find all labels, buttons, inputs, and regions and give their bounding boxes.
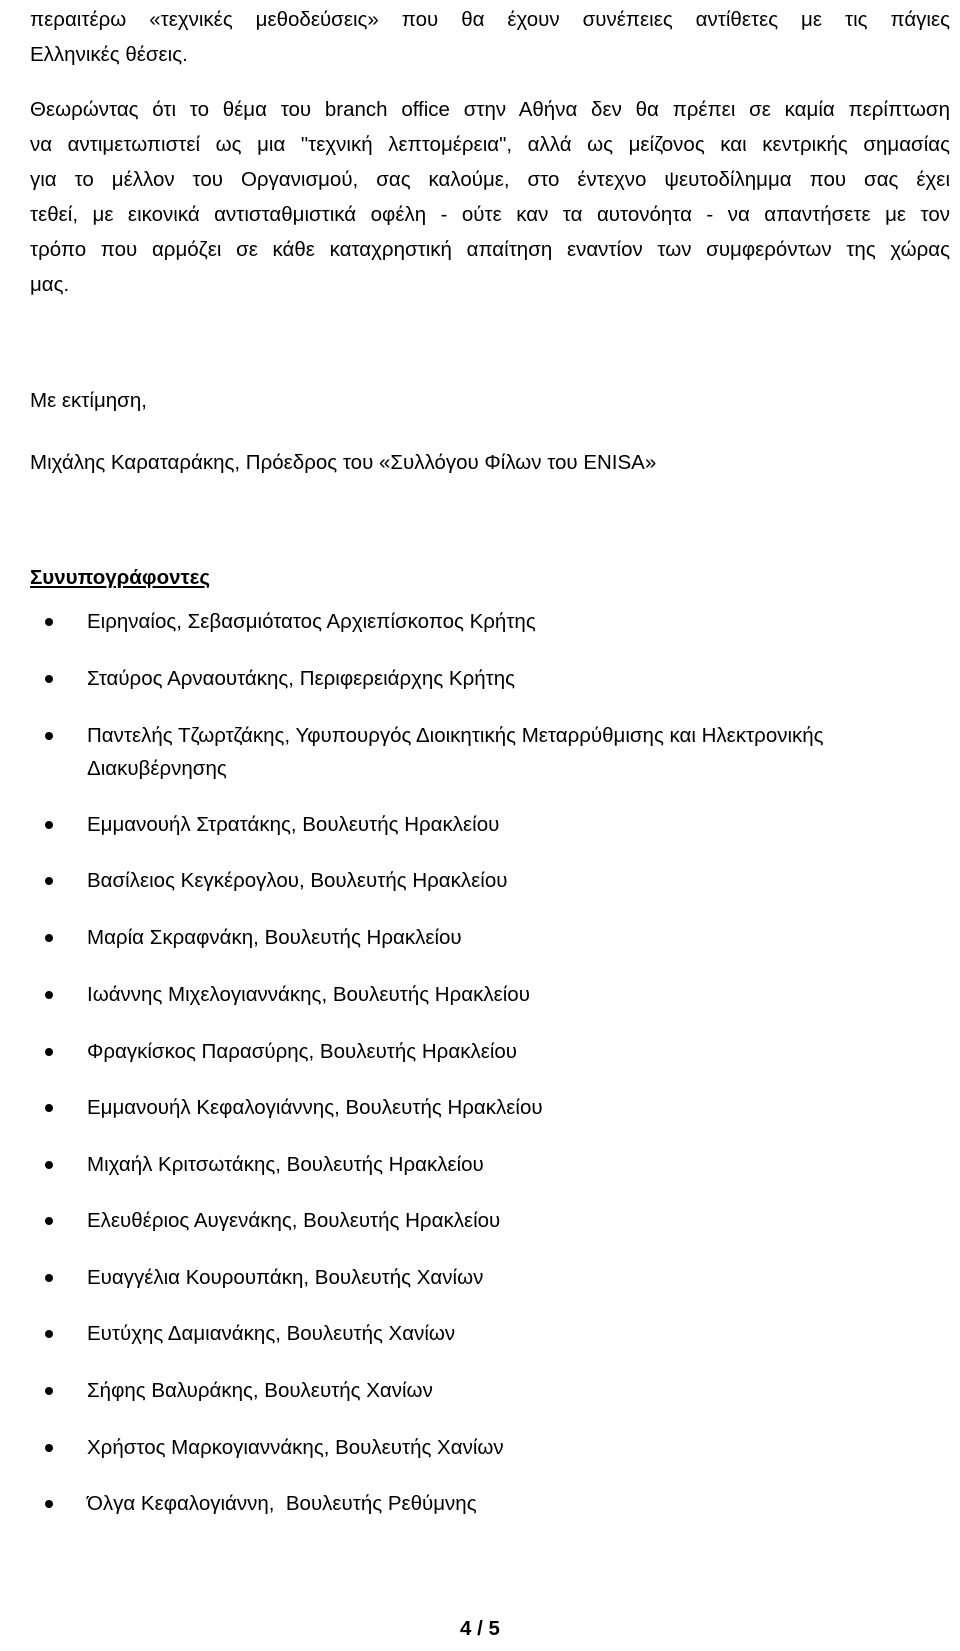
- cosigner-text: Χρήστος Μαρκογιαννάκης, Βουλευτής Χανίων: [87, 1436, 504, 1459]
- body-line: τρόπο που αρμόζει σε κάθε καταχρηστική απαίτηση εναντίον των συμφερόντων της χώρας: [30, 238, 950, 261]
- cosigner-text: Σήφης Βαλυράκης, Βουλευτής Χανίων: [87, 1379, 433, 1402]
- closing-greeting: Με εκτίμηση,: [30, 389, 147, 412]
- cosigner-text: Μιχαήλ Κριτσωτάκης, Βουλευτής Ηρακλείου: [87, 1153, 484, 1176]
- cosigner-item: [87, 978, 937, 1011]
- cosigner-item: [87, 662, 937, 695]
- bullet-icon: [45, 1444, 53, 1452]
- cosigner-item: [87, 1487, 937, 1520]
- body-line: για το μέλλον του Οργανισμού, σας καλούμε, στο έντεχνο ψευτοδίλημμα που σας έχει: [30, 168, 950, 191]
- cosigner-text: Εμμανουήλ Στρατάκης, Βουλευτής Ηρακλείου: [87, 813, 500, 836]
- cosigner-text: Μαρία Σκραφνάκη, Βουλευτής Ηρακλείου: [87, 926, 462, 949]
- intro-line: περαιτέρω «τεχνικές μεθοδεύσεις» που θα έχουν συνέπειες αντίθετες με τις πάγιες: [30, 8, 950, 31]
- intro-line: Ελληνικές θέσεις.: [30, 43, 188, 66]
- bullet-icon: [45, 1330, 53, 1338]
- cosigner-text: Βασίλειος Κεγκέρογλου, Βουλευτής Ηρακλείου: [87, 869, 508, 892]
- bullet-icon: [45, 1387, 53, 1395]
- body-line: Θεωρώντας ότι το θέμα του branch office στην Αθήνα δεν θα πρέπει σε καμία περίπτωση: [30, 98, 950, 121]
- cosigner-text: Εμμανουήλ Κεφαλογιάννης, Βουλευτής Ηρακλείου: [87, 1096, 543, 1119]
- cosigner-item: [87, 1261, 937, 1294]
- cosigner-item: [87, 1091, 937, 1124]
- cosigner-text: Παντελής Τζωρτζάκης, Υφυπουργός Διοικητικής Μεταρρύθμισης και Ηλεκτρονικής: [87, 724, 824, 747]
- cosigner-text: Ευαγγέλια Κουρουπάκη, Βουλευτής Χανίων: [87, 1266, 484, 1289]
- bullet-icon: [45, 821, 53, 829]
- cosigner-text: Φραγκίσκος Παρασύρης, Βουλευτής Ηρακλείου: [87, 1040, 517, 1063]
- bullet-icon: [45, 1217, 53, 1225]
- cosigner-item: [87, 605, 937, 638]
- cosigner-item: [87, 1204, 937, 1237]
- bullet-icon: [45, 1048, 53, 1056]
- cosigner-text: Σταύρος Αρναουτάκης, Περιφερειάρχης Κρήτης: [87, 667, 516, 690]
- bullet-icon: [45, 1104, 53, 1112]
- body-line: τεθεί, με εικονικά αντισταθμιστικά οφέλη - ούτε καν τα αυτονόητα - να απαντήσετε με τον: [30, 203, 950, 226]
- cosigner-item: [87, 719, 937, 785]
- intro-paragraph: [30, 2, 950, 72]
- cosigner-text: Ειρηναίος, Σεβασμιότατος Αρχιεπίσκοπος Κρήτης: [87, 610, 536, 633]
- bullet-icon: [45, 934, 53, 942]
- body-line: μας.: [30, 273, 70, 296]
- bullet-icon: [45, 1161, 53, 1169]
- cosigner-text: Ελευθέριος Αυγενάκης, Βουλευτής Ηρακλείου: [87, 1209, 501, 1232]
- cosigners-heading: Συνυπογράφοντες: [30, 566, 211, 589]
- bullet-icon: [45, 877, 53, 885]
- cosigner-item: [87, 1431, 937, 1464]
- cosigner-item: [87, 1148, 937, 1181]
- bullet-icon: [45, 618, 53, 626]
- bullet-icon: [45, 675, 53, 683]
- cosigner-item: [87, 808, 937, 841]
- bullet-icon: [45, 1500, 53, 1508]
- cosigner-item: [87, 864, 937, 897]
- bullet-icon: [45, 991, 53, 999]
- cosigner-item: [87, 1035, 937, 1068]
- body-line: να αντιμετωπιστεί ως μια "τεχνική λεπτομέρεια", αλλά ως μείζονος και κεντρικής σημασίας: [30, 133, 950, 156]
- cosigner-item: [87, 921, 937, 954]
- cosigner-text-continued: Διακυβέρνησης: [87, 757, 227, 780]
- cosigner-item: [87, 1374, 937, 1407]
- body-paragraph: [30, 92, 950, 302]
- bullet-icon: [45, 1274, 53, 1282]
- page-number: 4 / 5: [460, 1617, 500, 1640]
- cosigner-text: Όλγα Κεφαλογιάννη, Βουλευτής Ρεθύμνης: [87, 1492, 477, 1515]
- signature-line: Μιχάλης Καραταράκης, Πρόεδρος του «Συλλόγου Φίλων του ENISA»: [30, 451, 657, 474]
- cosigner-item: [87, 1317, 937, 1350]
- bullet-icon: [45, 732, 53, 740]
- cosigner-text: Ιωάννης Μιχελογιαννάκης, Βουλευτής Ηρακλείου: [87, 983, 530, 1006]
- cosigner-text: Ευτύχης Δαμιανάκης, Βουλευτής Χανίων: [87, 1322, 456, 1345]
